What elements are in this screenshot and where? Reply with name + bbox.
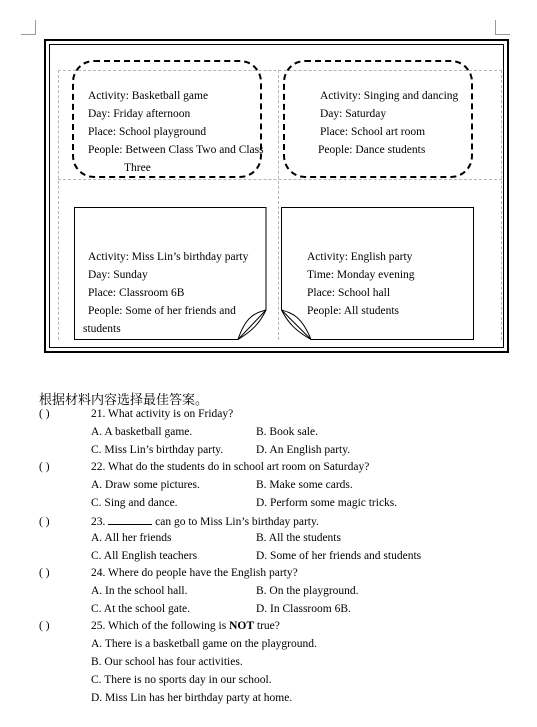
option-b: B. Our school has four activities. [91,656,243,668]
option-c: C. There is no sports day in our school. [91,674,272,686]
option-b: B. On the playground. [256,585,359,597]
page-corner-mark [21,20,36,35]
option-a: A. Draw some pictures. [91,479,200,491]
card-line: Place: School playground [88,126,207,138]
option-b: B. Book sale. [256,426,318,438]
question-21 [39,408,233,420]
question-stem: can go to Miss Lin’s birthday party. [155,516,319,528]
grid-line [501,70,502,340]
card-line: Three [124,162,151,174]
answer-blank[interactable]: ( ) [39,567,50,579]
option-d: D. Perform some magic tricks. [256,497,398,509]
card-line: Activity: English party [307,251,413,263]
card-line: Place: School hall [307,287,391,299]
grid-line [58,179,502,180]
card-line: Activity: Miss Lin’s birthday party [88,251,249,263]
question-stem: 24. Where do people have the English party? [91,567,298,579]
card-line: Day: Sunday [88,269,148,281]
fill-in-blank [108,514,152,525]
grid-line [58,70,59,340]
instruction-text: 根据材料内容选择最佳答案。 [39,393,209,408]
card-line: Place: Classroom 6B [88,287,185,299]
option-c: C. Miss Lin’s birthday party. [91,444,224,456]
option-a: A. A basketball game. [91,426,193,438]
option-c: C. All English teachers [91,550,198,562]
question-23 [39,514,319,528]
card-line: Activity: Basketball game [88,90,209,102]
card-line: People: Dance students [318,144,426,156]
card-line: People: Between Class Two and Class [88,144,264,156]
option-c: C. At the school gate. [91,603,191,615]
question-stem: 25. Which of the following is [91,620,227,632]
question-stem: 22. What do the students do in school art room on Saturday? [91,461,370,473]
question-stem-end: true? [256,620,280,632]
option-c: C. Sing and dance. [91,497,178,509]
card-line: People: Some of her friends and [88,305,236,317]
card-text [320,87,458,159]
answer-blank[interactable]: ( ) [39,408,50,420]
question-24 [39,567,298,579]
card-line: Place: School art room [320,126,426,138]
question-25 [39,620,280,632]
question-stem: 21. What activity is on Friday? [91,408,234,420]
option-b: B. Make some cards. [256,479,353,491]
option-a: A. There is a basketball game on the playground. [91,638,317,650]
card-line: Day: Saturday [320,108,387,120]
question-emphasis: NOT [229,620,255,632]
card-line: Time: Monday evening [307,269,415,281]
question-22 [39,461,369,473]
card-line: Activity: Singing and dancing [320,90,459,102]
option-b: B. All the students [256,532,341,544]
card-line: Day: Friday afternoon [88,108,191,120]
page-corner-mark [495,20,510,35]
option-a: A. All her friends [91,532,172,544]
grid-line [278,70,279,340]
question-number: 23. [91,516,106,528]
card-line: People: All students [307,305,399,317]
option-d: D. Some of her friends and students [256,550,422,562]
card-line: students [83,323,121,335]
card-text [88,87,264,177]
option-a: A. In the school hall. [91,585,188,597]
option-d: D. Miss Lin has her birthday party at home. [91,692,293,704]
option-d: D. In Classroom 6B. [256,603,351,615]
card-text [83,248,249,338]
answer-blank[interactable]: ( ) [39,516,50,528]
option-d: D. An English party. [256,444,351,456]
card-text [307,248,415,320]
answer-blank[interactable]: ( ) [39,620,50,632]
answer-blank[interactable]: ( ) [39,461,50,473]
